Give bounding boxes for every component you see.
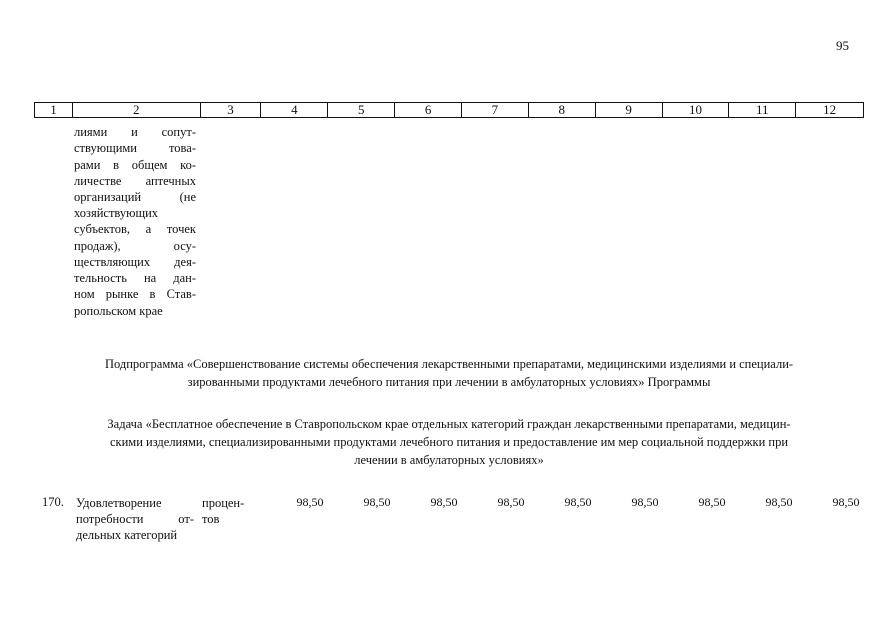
unit-line: процен- (202, 496, 245, 510)
column-header: 1 (35, 103, 73, 117)
text-line: лиями и сопут- (74, 125, 196, 139)
indicator-line: дельных категорий (76, 528, 178, 542)
text-line: ном рынке в Став- (74, 287, 196, 301)
value-cell: 98,50 (564, 495, 592, 509)
text-line: ропольском крае (74, 304, 163, 318)
column-header: 9 (596, 103, 663, 117)
text-line: хозяйствующих (74, 206, 159, 220)
row-number: 170. (42, 495, 64, 509)
table-header-row (34, 102, 864, 118)
value-cell: 98,50 (296, 495, 324, 509)
column-header: 10 (663, 103, 730, 117)
column-header: 3 (201, 103, 262, 117)
column-header: 5 (328, 103, 395, 117)
text-line: личестве аптечных (74, 174, 196, 188)
unit-line: тов (202, 512, 220, 526)
text-line: ствующими това- (74, 141, 196, 155)
text-line: продаж), осу- (74, 239, 196, 253)
indicator-line: Удовлетворение (76, 496, 162, 510)
text-line: рами в общем ко- (74, 158, 196, 172)
column-header: 7 (462, 103, 529, 117)
value-cell: 98,50 (363, 495, 391, 509)
column-header: 4 (261, 103, 328, 117)
value-cell: 98,50 (497, 495, 525, 509)
page-number: 95 (836, 38, 849, 53)
value-cell: 98,50 (430, 495, 458, 509)
heading-line: зированными продуктами лечебного питания при лечении в амбулаторных условиях» Программы (187, 375, 711, 389)
value-cell: 98,50 (698, 495, 726, 509)
text-line: организаций (не (74, 190, 196, 204)
column-header: 2 (73, 103, 201, 117)
indicator-line: потребности от- (76, 512, 194, 526)
value-cell: 98,50 (832, 495, 860, 509)
text-line: ществляющих дея- (74, 255, 196, 269)
heading-line: Задача «Бесплатное обеспечение в Ставропольском крае отдельных категорий граждан лекарственными препаратами, медицин- (107, 417, 791, 431)
heading-line: Подпрограмма «Совершенствование системы обеспечения лекарственными препаратами, медицинскими изделиями и специали- (104, 357, 794, 371)
heading-line: лечении в амбулаторных условиях» (354, 453, 544, 467)
text-line: субъектов, а точек (74, 222, 196, 236)
column-header: 6 (395, 103, 462, 117)
column-header: 12 (823, 102, 837, 117)
column-header: 8 (529, 103, 596, 117)
value-cell: 98,50 (765, 495, 793, 509)
heading-line: скими изделиями, специализированными продуктами лечебного питания и предоставление им мер социальной поддержки при (109, 435, 789, 449)
column-header: 11 (729, 103, 796, 117)
value-cell: 98,50 (631, 495, 659, 509)
text-line: тельность на дан- (74, 271, 196, 285)
